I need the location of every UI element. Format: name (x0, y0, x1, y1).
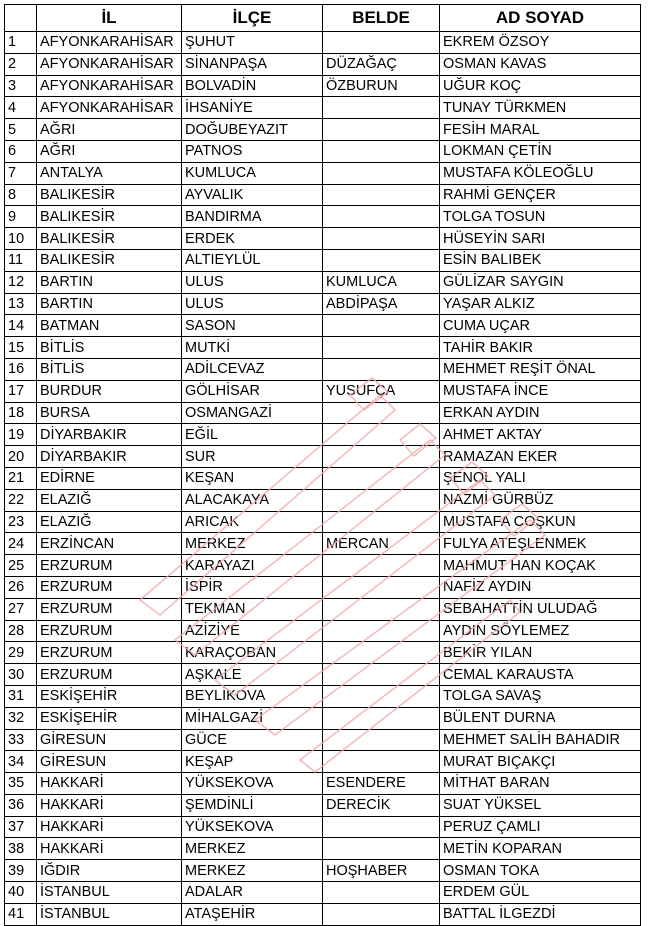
table-row (5, 576, 641, 598)
row-ilce: EĞİL (182, 424, 323, 446)
row-ad-soyad: RAHMİ GENÇER (440, 184, 641, 206)
row-belde (323, 903, 440, 925)
row-belde (323, 249, 440, 271)
row-il: BALIKESİR (37, 228, 182, 250)
row-no: 15 (5, 337, 37, 359)
row-ad-soyad: GÜLİZAR SAYGIN (440, 271, 641, 293)
table-row (5, 249, 641, 271)
table-row (5, 424, 641, 446)
row-no: 3 (5, 75, 37, 97)
row-ilce: YÜKSEKOVA (182, 816, 323, 838)
row-belde (323, 315, 440, 337)
row-belde (323, 446, 440, 468)
row-il: ERZURUM (37, 576, 182, 598)
table-row (5, 794, 641, 816)
table-row (5, 402, 641, 424)
row-belde (323, 402, 440, 424)
row-belde (323, 140, 440, 162)
row-ad-soyad: OSMAN TOKA (440, 860, 641, 882)
row-ilce: SUR (182, 446, 323, 468)
row-il: İSTANBUL (37, 903, 182, 925)
row-ad-soyad: TUNAY TÜRKMEN (440, 97, 641, 119)
row-belde: KUMLUCA (323, 271, 440, 293)
table-row (5, 533, 641, 555)
row-ilce: TEKMAN (182, 598, 323, 620)
row-ilce: SASON (182, 315, 323, 337)
row-ad-soyad: ERKAN AYDIN (440, 402, 641, 424)
row-il: HAKKARİ (37, 838, 182, 860)
row-belde (323, 162, 440, 184)
row-ad-soyad: MEHMET REŞİT ÖNAL (440, 358, 641, 380)
row-ad-soyad: LOKMAN ÇETİN (440, 140, 641, 162)
row-ilce: BANDIRMA (182, 206, 323, 228)
row-il: ESKİŞEHİR (37, 685, 182, 707)
row-ilce: MERKEZ (182, 533, 323, 555)
row-belde (323, 576, 440, 598)
table-row (5, 119, 641, 141)
row-ilce: MERKEZ (182, 838, 323, 860)
row-no: 20 (5, 446, 37, 468)
row-belde: YUSUFÇA (323, 380, 440, 402)
row-ad-soyad: METİN KOPARAN (440, 838, 641, 860)
table-row (5, 860, 641, 882)
row-ilce: GÜCE (182, 729, 323, 751)
row-il: BALIKESİR (37, 206, 182, 228)
row-belde (323, 467, 440, 489)
row-no: 25 (5, 555, 37, 577)
row-belde (323, 598, 440, 620)
header-row (5, 5, 641, 32)
row-belde (323, 358, 440, 380)
row-ad-soyad: ERDEM GÜL (440, 882, 641, 904)
row-no: 19 (5, 424, 37, 446)
row-il: DİYARBAKIR (37, 446, 182, 468)
row-ilce: KEŞAP (182, 751, 323, 773)
row-belde (323, 489, 440, 511)
row-ilce: ADİLCEVAZ (182, 358, 323, 380)
row-ad-soyad: TOLGA SAVAŞ (440, 685, 641, 707)
row-no: 35 (5, 773, 37, 795)
row-belde: DÜZAĞAÇ (323, 53, 440, 75)
table-row (5, 511, 641, 533)
row-il: AFYONKARAHİSAR (37, 75, 182, 97)
table-row (5, 729, 641, 751)
row-belde (323, 32, 440, 54)
row-no: 17 (5, 380, 37, 402)
row-no: 9 (5, 206, 37, 228)
row-belde (323, 642, 440, 664)
row-no: 28 (5, 620, 37, 642)
row-no: 2 (5, 53, 37, 75)
row-no: 5 (5, 119, 37, 141)
row-no: 18 (5, 402, 37, 424)
row-ilce: MİHALGAZİ (182, 707, 323, 729)
row-ad-soyad: MİTHAT BARAN (440, 773, 641, 795)
row-il: AFYONKARAHİSAR (37, 53, 182, 75)
table-row (5, 685, 641, 707)
header-no (5, 5, 37, 32)
row-il: BARTIN (37, 293, 182, 315)
row-no: 23 (5, 511, 37, 533)
table-row (5, 184, 641, 206)
row-belde: ABDİPAŞA (323, 293, 440, 315)
row-no: 21 (5, 467, 37, 489)
table-row (5, 228, 641, 250)
row-il: ELAZIĞ (37, 489, 182, 511)
row-ilce: YÜKSEKOVA (182, 773, 323, 795)
row-ilce: AŞKALE (182, 664, 323, 686)
row-ad-soyad: AHMET AKTAY (440, 424, 641, 446)
row-il: HAKKARİ (37, 794, 182, 816)
row-no: 22 (5, 489, 37, 511)
row-il: BİTLİS (37, 337, 182, 359)
row-ad-soyad: HÜSEYİN SARI (440, 228, 641, 250)
row-belde (323, 664, 440, 686)
row-ilce: OSMANGAZİ (182, 402, 323, 424)
row-ilce: ŞUHUT (182, 32, 323, 54)
row-ilce: ULUS (182, 293, 323, 315)
row-ad-soyad: BÜLENT DURNA (440, 707, 641, 729)
row-no: 12 (5, 271, 37, 293)
table-row (5, 707, 641, 729)
row-no: 27 (5, 598, 37, 620)
row-il: BALIKESİR (37, 184, 182, 206)
table-row (5, 140, 641, 162)
row-ad-soyad: RAMAZAN EKER (440, 446, 641, 468)
row-ilce: BEYLİKOVA (182, 685, 323, 707)
row-no: 32 (5, 707, 37, 729)
row-belde (323, 729, 440, 751)
row-belde (323, 511, 440, 533)
row-ad-soyad: MEHMET SALİH BAHADIR (440, 729, 641, 751)
row-no: 41 (5, 903, 37, 925)
row-ilce: BOLVADİN (182, 75, 323, 97)
row-il: EDİRNE (37, 467, 182, 489)
row-il: BURDUR (37, 380, 182, 402)
row-ad-soyad: EKREM ÖZSOY (440, 32, 641, 54)
row-belde: DERECİK (323, 794, 440, 816)
row-ilce: AYVALIK (182, 184, 323, 206)
row-ilce: MUTKİ (182, 337, 323, 359)
table-row (5, 773, 641, 795)
row-il: ERZURUM (37, 620, 182, 642)
row-il: AFYONKARAHİSAR (37, 32, 182, 54)
member-list-table (4, 4, 641, 926)
table-row (5, 315, 641, 337)
row-no: 16 (5, 358, 37, 380)
row-no: 26 (5, 576, 37, 598)
row-il: ELAZIĞ (37, 511, 182, 533)
row-ilce: KUMLUCA (182, 162, 323, 184)
row-no: 4 (5, 97, 37, 119)
table-row (5, 467, 641, 489)
row-ad-soyad: YAŞAR ALKIZ (440, 293, 641, 315)
row-ad-soyad: BATTAL İLGEZDİ (440, 903, 641, 925)
table-row (5, 903, 641, 925)
row-belde: ÖZBURUN (323, 75, 440, 97)
row-ad-soyad: MUSTAFA İNCE (440, 380, 641, 402)
row-ad-soyad: SUAT YÜKSEL (440, 794, 641, 816)
row-ilce: KARAYAZI (182, 555, 323, 577)
row-il: BARTIN (37, 271, 182, 293)
row-no: 1 (5, 32, 37, 54)
row-no: 38 (5, 838, 37, 860)
table-row (5, 751, 641, 773)
table-row (5, 642, 641, 664)
row-il: AFYONKARAHİSAR (37, 97, 182, 119)
row-ad-soyad: MUSTAFA KÖLEOĞLU (440, 162, 641, 184)
row-il: ESKİŞEHİR (37, 707, 182, 729)
row-no: 6 (5, 140, 37, 162)
table-row (5, 882, 641, 904)
row-il: ERZURUM (37, 598, 182, 620)
row-ilce: ALACAKAYA (182, 489, 323, 511)
row-belde (323, 707, 440, 729)
row-no: 31 (5, 685, 37, 707)
row-ad-soyad: ESİN BALIBEK (440, 249, 641, 271)
row-ilce: DOĞUBEYAZIT (182, 119, 323, 141)
row-ad-soyad: MURAT BIÇAKÇI (440, 751, 641, 773)
row-il: ERZURUM (37, 664, 182, 686)
row-ilce: PATNOS (182, 140, 323, 162)
row-no: 39 (5, 860, 37, 882)
table-row (5, 380, 641, 402)
row-belde (323, 206, 440, 228)
table-row (5, 162, 641, 184)
row-no: 37 (5, 816, 37, 838)
row-il: HAKKARİ (37, 773, 182, 795)
row-ad-soyad: SEBAHATTİN ULUDAĞ (440, 598, 641, 620)
row-ad-soyad: PERUZ ÇAMLI (440, 816, 641, 838)
row-il: IĞDIR (37, 860, 182, 882)
header-belde: BELDE (323, 5, 440, 32)
row-belde (323, 882, 440, 904)
table-row (5, 75, 641, 97)
row-il: DİYARBAKIR (37, 424, 182, 446)
row-il: BİTLİS (37, 358, 182, 380)
row-il: BURSA (37, 402, 182, 424)
row-il: AĞRI (37, 119, 182, 141)
row-ad-soyad: FULYA ATEŞLENMEK (440, 533, 641, 555)
table-row (5, 664, 641, 686)
row-ad-soyad: TAHİR BAKIR (440, 337, 641, 359)
row-il: İSTANBUL (37, 882, 182, 904)
row-belde (323, 228, 440, 250)
row-il: BALIKESİR (37, 249, 182, 271)
row-no: 8 (5, 184, 37, 206)
row-il: ERZURUM (37, 555, 182, 577)
table-row (5, 97, 641, 119)
row-ad-soyad: OSMAN KAVAS (440, 53, 641, 75)
table-row (5, 620, 641, 642)
table-row (5, 598, 641, 620)
row-no: 29 (5, 642, 37, 664)
table-row (5, 53, 641, 75)
row-ad-soyad: NAFİZ AYDIN (440, 576, 641, 598)
row-no: 33 (5, 729, 37, 751)
row-ad-soyad: NAZMİ GÜRBÜZ (440, 489, 641, 511)
table-row (5, 358, 641, 380)
row-belde: ESENDERE (323, 773, 440, 795)
header-ilce: İLÇE (182, 5, 323, 32)
table-row (5, 337, 641, 359)
table-row (5, 816, 641, 838)
row-belde (323, 424, 440, 446)
table-row (5, 838, 641, 860)
row-ilce: GÖLHİSAR (182, 380, 323, 402)
row-no: 30 (5, 664, 37, 686)
row-ilce: ŞEMDİNLİ (182, 794, 323, 816)
row-ad-soyad: TOLGA TOSUN (440, 206, 641, 228)
row-no: 7 (5, 162, 37, 184)
row-ad-soyad: CEMAL KARAUSTA (440, 664, 641, 686)
row-ilce: İHSANİYE (182, 97, 323, 119)
row-belde (323, 97, 440, 119)
row-ad-soyad: ŞENOL YALI (440, 467, 641, 489)
table-row (5, 32, 641, 54)
row-ad-soyad: AYDIN SÖYLEMEZ (440, 620, 641, 642)
row-ad-soyad: FESİH MARAL (440, 119, 641, 141)
row-il: BATMAN (37, 315, 182, 337)
row-ad-soyad: UĞUR KOÇ (440, 75, 641, 97)
row-belde: MERCAN (323, 533, 440, 555)
row-ilce: KEŞAN (182, 467, 323, 489)
row-il: AĞRI (37, 140, 182, 162)
table-row (5, 555, 641, 577)
row-il: HAKKARİ (37, 816, 182, 838)
table-row (5, 489, 641, 511)
row-ilce: ULUS (182, 271, 323, 293)
row-belde (323, 816, 440, 838)
row-belde (323, 620, 440, 642)
table-row (5, 293, 641, 315)
row-ilce: ATAŞEHİR (182, 903, 323, 925)
row-ilce: İSPİR (182, 576, 323, 598)
row-no: 14 (5, 315, 37, 337)
row-il: ERZURUM (37, 642, 182, 664)
row-ilce: SİNANPAŞA (182, 53, 323, 75)
header-il: İL (37, 5, 182, 32)
row-ilce: ARICAK (182, 511, 323, 533)
row-no: 40 (5, 882, 37, 904)
row-no: 10 (5, 228, 37, 250)
row-il: ANTALYA (37, 162, 182, 184)
row-ilce: MERKEZ (182, 860, 323, 882)
row-no: 13 (5, 293, 37, 315)
row-belde (323, 555, 440, 577)
row-ilce: ERDEK (182, 228, 323, 250)
row-ad-soyad: MAHMUT HAN KOÇAK (440, 555, 641, 577)
row-belde (323, 838, 440, 860)
row-ilce: ALTIEYLÜL (182, 249, 323, 271)
row-no: 36 (5, 794, 37, 816)
row-belde (323, 184, 440, 206)
table-row (5, 446, 641, 468)
row-il: GİRESUN (37, 729, 182, 751)
row-il: ERZİNCAN (37, 533, 182, 555)
row-belde (323, 337, 440, 359)
row-belde (323, 685, 440, 707)
row-ilce: ADALAR (182, 882, 323, 904)
row-ilce: AZİZİYE (182, 620, 323, 642)
row-no: 24 (5, 533, 37, 555)
row-belde (323, 751, 440, 773)
header-ad-soyad: AD SOYAD (440, 5, 641, 32)
table-row (5, 271, 641, 293)
row-ad-soyad: MUSTAFA COŞKUN (440, 511, 641, 533)
row-belde: HOŞHABER (323, 860, 440, 882)
row-no: 34 (5, 751, 37, 773)
row-ad-soyad: CUMA UÇAR (440, 315, 641, 337)
row-belde (323, 119, 440, 141)
row-no: 11 (5, 249, 37, 271)
row-il: GİRESUN (37, 751, 182, 773)
table-row (5, 206, 641, 228)
row-ilce: KARAÇOBAN (182, 642, 323, 664)
row-ad-soyad: BEKİR YILAN (440, 642, 641, 664)
